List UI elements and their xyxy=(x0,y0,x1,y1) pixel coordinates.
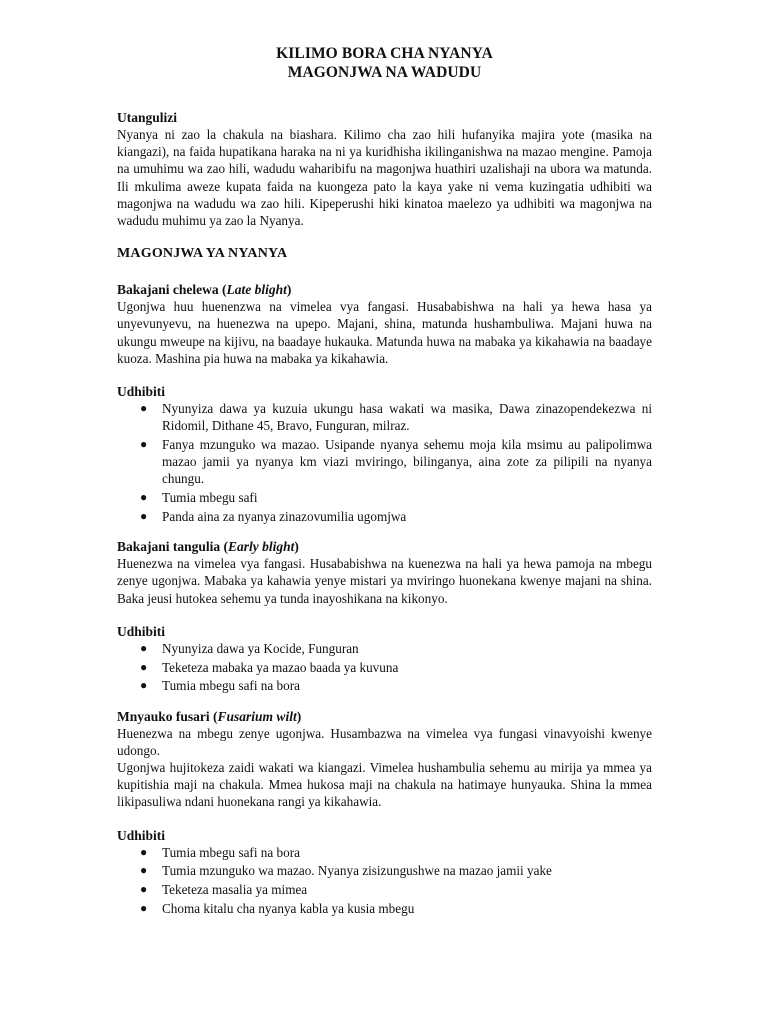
bullet-icon: ● xyxy=(140,901,148,916)
list-item xyxy=(117,862,652,879)
list-item xyxy=(117,640,652,657)
title-line-2: MAGONJWA NA WADUDU xyxy=(287,64,482,81)
list-item-text: Tumia mbegu safi na bora xyxy=(162,844,300,860)
list-item xyxy=(117,677,652,694)
list-item-text: Teketeza mabaka ya mazao baada ya kuvuna xyxy=(162,659,399,675)
list-item xyxy=(117,844,652,861)
bullet-icon: ● xyxy=(140,437,148,452)
disease-latin-name: Late blight xyxy=(226,282,287,298)
list-item xyxy=(117,900,652,917)
bullet-icon: ● xyxy=(140,863,148,878)
disease-latin-name: Early blight xyxy=(228,539,295,555)
list-item xyxy=(117,436,652,488)
list-item xyxy=(117,881,652,898)
disease-fusarium-wilt xyxy=(117,708,652,918)
disease-description: Huenezwa na mbegu zenye ugonjwa. Husambazwa na vimelea vya fungasi vinavyoishi kwenye udongo. xyxy=(117,725,652,758)
bullet-icon: ● xyxy=(140,640,148,655)
disease-description: Huenezwa na vimelea vya fangasi. Husababishwa na kuenezwa na hali ya hewa pamoja na mbegu zenye ugonjwa. Mabaka ya kahawia yenye mistari ya mviringo huonekana kwenye majani na shina. Baka jeusi hutokea sehemu ya tunda inayoshikana na kikonyo. xyxy=(117,556,652,606)
intro-section xyxy=(117,109,652,229)
list-item-text: Nyunyiza dawa ya Kocide, Funguran xyxy=(162,640,359,656)
document-title xyxy=(117,44,652,82)
disease-name: Bakajani chelewa xyxy=(117,282,219,298)
disease-late-blight xyxy=(117,281,652,525)
list-item xyxy=(117,400,652,434)
bullet-icon: ● xyxy=(140,490,148,505)
control-heading: Udhibiti xyxy=(117,623,166,639)
intro-heading: Utangulizi xyxy=(117,110,178,125)
disease-early-blight xyxy=(117,538,652,694)
list-item-text: Panda aina za nyanya zinazovumilia ugomjwa xyxy=(162,509,407,525)
disease-heading: Mnyauko fusari (Fusarium wilt) xyxy=(117,708,302,724)
list-item-text: Tumia mbegu safi xyxy=(162,490,258,506)
bullet-icon: ● xyxy=(140,844,148,859)
list-item-text: Tumia mbegu safi na bora xyxy=(162,678,300,694)
title-line-1: KILIMO BORA CHA NYANYA xyxy=(276,45,493,62)
section-title: MAGONJWA YA NYANYA xyxy=(117,246,288,262)
disease-name: Mnyauko fusari xyxy=(117,708,210,724)
disease-latin-name: Fusarium wilt xyxy=(217,708,297,724)
control-list xyxy=(117,844,652,918)
control-list xyxy=(117,640,652,695)
bullet-icon: ● xyxy=(140,678,148,693)
list-item-text: Fanya mzunguko wa mazao. Usipande nyanya sehemu moja kila msimu au palipolimwa mazao jamii ya nyanya km viazi mviringo, bilinganya, aina zote za pilipili na nyanya chungu. xyxy=(162,437,652,487)
list-item xyxy=(117,489,652,506)
disease-heading: Bakajani tangulia (Early blight) xyxy=(117,539,299,555)
disease-name: Bakajani tangulia xyxy=(117,539,221,555)
control-list xyxy=(117,400,652,525)
intro-paragraph: Nyanya ni zao la chakula na biashara. Kilimo cha zao hili hufanyika majira yote (masika na kiangazi), na faida hupatikana haraka na ni ya kuridhisha ikilinganishwa na mazao mengine. Pamoja na umuhimu wa zao hili, wadudu waharibifu na magonjwa huathiri uzalishaji na ubora wa matunda. Ili mkulima aweze kupata faida na kuongeza pato la kaya yake ni vema kuzingatia udhibiti wa magonjwa na wadudu wa zao hili. Kipeperushi hiki kinatoa maelezo ya udhibiti wa magonjwa na wadudu muhimu ya zao la Nyanya. xyxy=(117,127,652,229)
list-item-text: Teketeza masalia ya mimea xyxy=(162,882,308,898)
control-heading: Udhibiti xyxy=(117,384,166,400)
control-heading: Udhibiti xyxy=(117,827,166,843)
list-item-text: Tumia mzunguko wa mazao. Nyanya zisizungushwe na mazao jamii yake xyxy=(162,863,552,879)
disease-description: Ugonjwa hujitokeza zaidi wakati wa kiangazi. Vimelea hushambulia sehemu au mirija ya mmea ya kupitishia maji na chakula. Mmea hukosa maji na chakula na hatimaye hunyauka. Shina la mmea likipasuliwa ndani huonekana rangi ya kikahawia. xyxy=(117,760,652,810)
bullet-icon: ● xyxy=(140,882,148,897)
bullet-icon: ● xyxy=(140,509,148,524)
disease-description: Ugonjwa huu huenenzwa na vimelea vya fangasi. Husababishwa na hali ya hewa hasa ya unyevunyevu, na huenezwa na upepo. Majani, shina, matunda hushambuliwa. Majani huwa na ukungu mweupe na kijivu, na baadaye hukauka. Matunda huwa na mabaka ya kikahawia na baadaye kuoza. Mashina pia huwa na mabaka ya kikahawia. xyxy=(117,299,652,366)
list-item-text: Choma kitalu cha nyanya kabla ya kusia mbegu xyxy=(162,901,415,917)
list-item xyxy=(117,659,652,676)
bullet-icon: ● xyxy=(140,659,148,674)
list-item-text: Nyunyiza dawa ya kuzuia ukungu hasa wakati wa masika, Dawa zinazopendekezwa ni Ridomil, Dithane 45, Bravo, Funguran, milraz. xyxy=(162,401,652,434)
bullet-icon: ● xyxy=(140,401,148,416)
list-item xyxy=(117,508,652,525)
disease-heading: Bakajani chelewa (Late blight) xyxy=(117,282,292,298)
